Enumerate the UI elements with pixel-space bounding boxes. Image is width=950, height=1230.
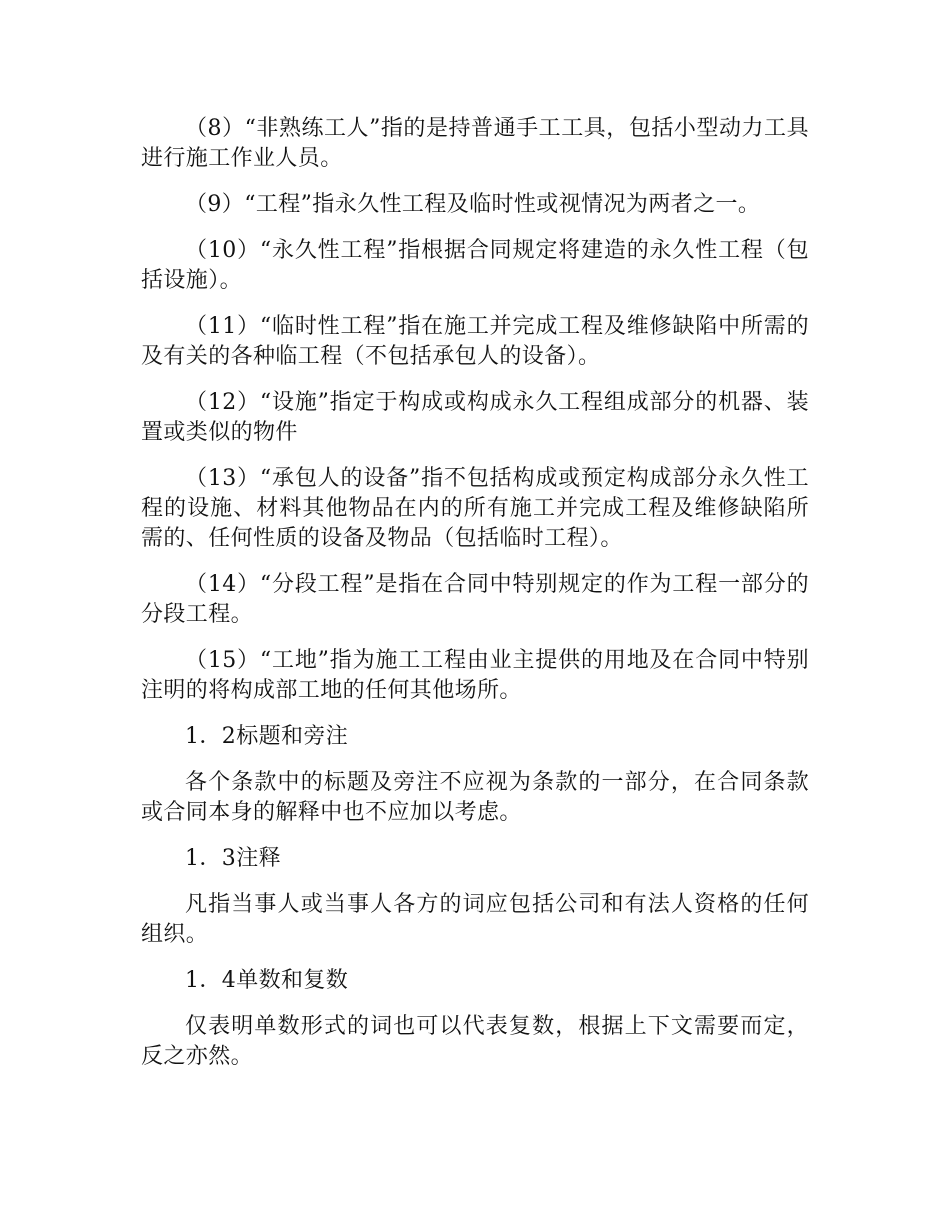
definition-item-12: （12）“设施”指定于构成或构成永久工程组成部分的机器、装置或类似的物件 <box>141 390 809 445</box>
section-body-1-4: 仅表明单数形式的词也可以代表复数，根据上下文需要而定，反之亦然。 <box>141 1014 809 1069</box>
definition-item-11: （11）“临时性工程”指在施工并完成工程及维修缺陷中所需的及有关的各种临工程（不包括承包人的设备）。 <box>141 314 809 369</box>
definition-item-10: （10）“永久性工程”指根据合同规定将建造的永久性工程（包括设施）。 <box>141 238 809 293</box>
definition-item-15: （15）“工地”指为施工工程由业主提供的用地及在合同中特别注明的将构成部工地的任何其他场所。 <box>141 648 809 703</box>
definition-item-9: （9）“工程”指永久性工程及临时性或视情况为两者之一。 <box>185 192 761 217</box>
section-heading-1-2: 1．2标题和旁注 <box>185 724 349 749</box>
section-heading-1-4: 1．4单数和复数 <box>185 968 349 993</box>
section-body-1-3: 凡指当事人或当事人各方的词应包括公司和有法人资格的任何组织。 <box>141 892 809 947</box>
definition-item-13: （13）“承包人的设备”指不包括构成或预定构成部分永久性工程的设施、材料其他物品在内的所有施工并完成工程及维修缺陷所需的、任何性质的设备及物品（包括临时工程）。 <box>141 466 809 551</box>
document-body <box>141 114 809 1088</box>
section-body-1-2: 各个条款中的标题及旁注不应视为条款的一部分，在合同条款或合同本身的解释中也不应加以考虑。 <box>141 770 809 825</box>
definition-item-14: （14）“分段工程”是指在合同中特别规定的作为工程一部分的分段工程。 <box>141 572 809 627</box>
section-heading-1-3: 1．3注释 <box>185 846 281 871</box>
definition-item-8: （8）“非熟练工人”指的是持普通手工工具，包括小型动力工具进行施工作业人员。 <box>141 116 809 171</box>
